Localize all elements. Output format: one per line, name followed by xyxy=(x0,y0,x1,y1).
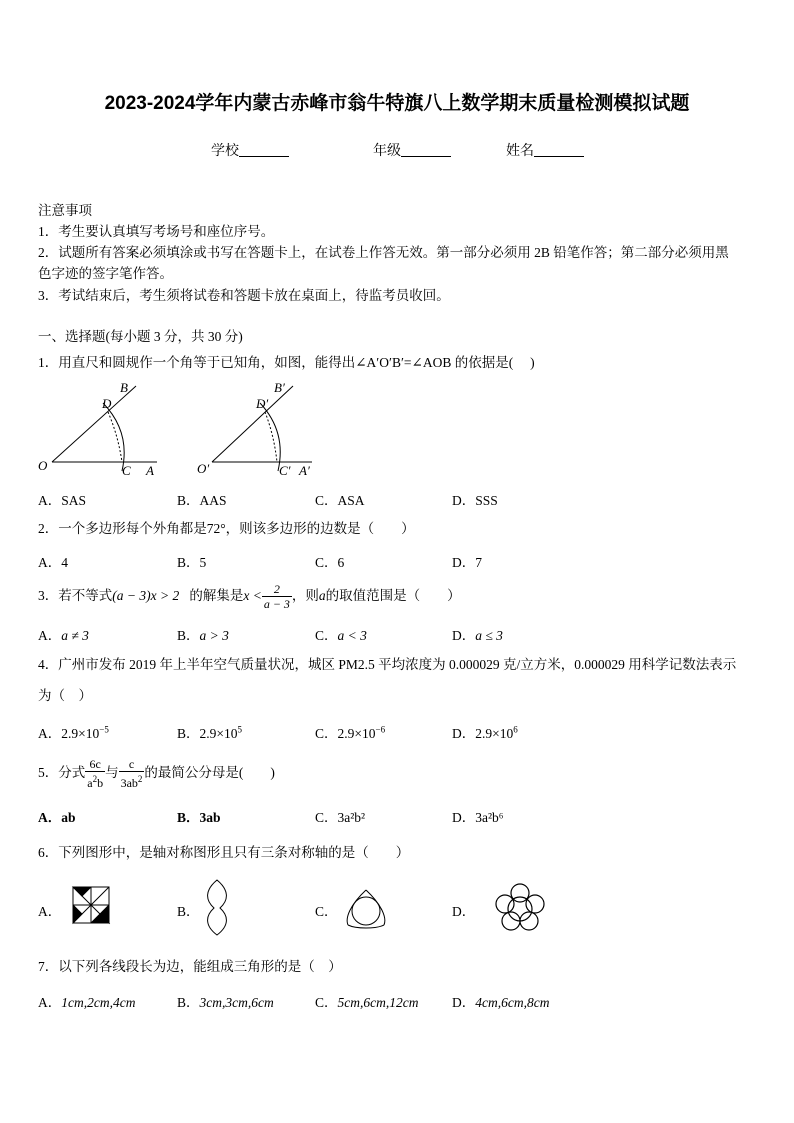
notice-item-3: 3．考试结束后，考生须将试卷和答题卡放在桌面上，待监考员收回。 xyxy=(38,288,450,303)
q1-stem: 1．用直尺和圆规作一个角等于已知角，如图，能得出∠A′O′B′=∠AOB 的依据是( ) xyxy=(38,355,535,370)
ray-ob xyxy=(52,386,136,462)
q5-f2-den xyxy=(119,772,145,790)
q3-stem-a: 3．若不等式 xyxy=(38,588,113,603)
q4-option-d-base: 2.9×10 xyxy=(475,726,514,741)
dashed-dc-prime xyxy=(265,412,277,462)
q4-option-c-label: C． xyxy=(315,726,338,741)
q6-figure-c xyxy=(347,890,385,928)
ray-ob-prime xyxy=(212,386,293,462)
label-o-prime: O′ xyxy=(197,461,210,476)
q2-option-c[interactable]: C．6 xyxy=(315,555,345,570)
notice-item-1: 1．考生要认真填写考场号和座位序号。 xyxy=(38,224,275,239)
q6-stem: 6．下列图形中，是轴对称图形且只有三条对称轴的是（ ） xyxy=(38,845,410,860)
label-b-prime: B′ xyxy=(274,380,285,395)
school-label: 学校 xyxy=(211,144,239,159)
q3-option-b-expr: a > 3 xyxy=(199,628,229,643)
label-d-prime: D′ xyxy=(256,396,269,411)
q5-option-c-text: 3a²b² xyxy=(337,810,366,825)
q2-option-b[interactable]: B．5 xyxy=(177,555,207,570)
q4-option-d-exp: 6 xyxy=(513,724,518,735)
q3-stem-c: ，则 xyxy=(291,588,319,603)
q7-option-a[interactable] xyxy=(38,991,135,1011)
q6-option-c[interactable]: C． xyxy=(315,904,338,919)
q2-stem: 2．一个多边形每个外角都是72°，则该多边形的边数是（ ） xyxy=(38,521,415,536)
q5-f2-den-a: 3ab xyxy=(120,776,138,791)
q3-option-d[interactable] xyxy=(452,624,503,644)
arc-cd-prime xyxy=(260,403,280,471)
q5-option-a-label: A． xyxy=(38,810,62,825)
label-c-prime: C′ xyxy=(279,463,291,478)
q5-option-b[interactable] xyxy=(177,806,221,826)
label-a: A xyxy=(146,463,154,478)
q4-option-d[interactable] xyxy=(452,722,518,742)
q3-inequality: (a − 3)x > 2 xyxy=(112,588,180,603)
q4-stem-line1: 4．广州市发布 2019 年上半年空气质量状况，城区 PM2.5 平均浓度为 0.000029 克/立方米，0.000029 用科学记数法表示 xyxy=(38,657,737,672)
q3-option-a-expr: a ≠ 3 xyxy=(61,628,89,643)
q3-frac-num: 2 xyxy=(262,582,292,597)
q7-option-a-label: A． xyxy=(38,995,62,1010)
q7-option-c[interactable] xyxy=(315,991,419,1011)
notice-item-2-cont: 色字迹的签字笔作答。 xyxy=(38,266,173,281)
label-b: B xyxy=(120,380,128,395)
q3-option-c[interactable] xyxy=(315,624,367,644)
q4-option-a-base: 2.9×10 xyxy=(61,726,100,741)
q3-option-d-expr: a ≤ 3 xyxy=(475,628,503,643)
section-heading: 一、选择题(每小题 3 分，共 30 分) xyxy=(38,329,243,344)
q7-option-d-text: 4cm,6cm,8cm xyxy=(475,995,550,1010)
q3-var: a xyxy=(318,588,326,603)
q3-option-a[interactable] xyxy=(38,624,89,644)
q7-stem: 7．以下列各线段长为边，能组成三角形的是（ ） xyxy=(38,959,342,974)
q4-stem-line2: 为（ ） xyxy=(38,688,92,703)
label-o: O xyxy=(38,458,48,473)
q4-option-c-exp: −6 xyxy=(375,724,386,735)
q5-f1-den-exp: 2 xyxy=(92,774,98,785)
page-title: 2023-2024学年内蒙古赤峰市翁牛特旗八上数学期末质量检测模拟试题 xyxy=(104,93,690,114)
q3-option-c-label: C． xyxy=(315,628,338,643)
q4-option-b-base: 2.9×10 xyxy=(199,726,238,741)
q4-option-b-exp: 5 xyxy=(237,724,243,735)
q4-option-b[interactable] xyxy=(177,722,242,742)
q3-option-d-label: D． xyxy=(452,628,476,643)
name-label: 姓名 xyxy=(506,144,534,159)
q3-option-b-label: B． xyxy=(177,628,200,643)
q4-option-a[interactable] xyxy=(38,722,109,742)
q6-option-a[interactable]: A． xyxy=(38,904,62,919)
label-a-prime: A′ xyxy=(299,463,310,478)
q5-f1-num: 6c xyxy=(85,757,105,772)
q5-mid: 与 xyxy=(105,765,119,780)
q3-option-c-expr: a < 3 xyxy=(337,628,367,643)
q3-stem xyxy=(38,579,461,613)
q7-option-b[interactable] xyxy=(177,991,274,1011)
q1-option-a[interactable]: A．SAS xyxy=(38,493,87,508)
q4-option-c[interactable] xyxy=(315,722,385,742)
notice-item-2: 2．试题所有答案必须填涂或书写在答题卡上，在试卷上作答无效。第一部分必须用 2B 铅笔作答；第二部分必须用黑 xyxy=(38,245,729,260)
q6-option-d[interactable]: D． xyxy=(452,904,476,919)
q3-stem-b: 的解集是 xyxy=(189,588,244,603)
q6-figure-b xyxy=(208,880,227,935)
q3-frac-den: a − 3 xyxy=(263,597,290,612)
q4-option-c-base: 2.9×10 xyxy=(337,726,376,741)
q5-f2-den-exp: 2 xyxy=(137,774,143,785)
q3-stem-d: 的取值范围是（ ） xyxy=(325,588,461,603)
q3-fraction xyxy=(262,582,292,611)
q5-option-c[interactable] xyxy=(315,806,365,826)
q7-option-c-text: 5cm,6cm,12cm xyxy=(337,995,419,1010)
q5-stem xyxy=(38,755,275,791)
notice-heading: 注意事项 xyxy=(38,203,92,218)
q4-option-b-label: B． xyxy=(177,726,200,741)
q5-option-d-label: D． xyxy=(452,810,476,825)
q6-figure-d xyxy=(496,884,544,930)
q1-option-c[interactable]: C．ASA xyxy=(315,493,365,508)
q2-option-a[interactable]: A．4 xyxy=(38,555,68,570)
q3-x-lt: x < xyxy=(243,588,262,603)
q5-option-d[interactable] xyxy=(452,806,504,826)
q5-option-a[interactable] xyxy=(38,806,76,826)
q7-option-b-text: 3cm,3cm,6cm xyxy=(199,995,274,1010)
q5-f1-den xyxy=(85,772,105,790)
q7-option-d[interactable] xyxy=(452,991,549,1011)
q7-option-c-label: C． xyxy=(315,995,338,1010)
q5-option-b-label: B． xyxy=(177,810,200,825)
q2-option-d[interactable]: D．7 xyxy=(452,555,482,570)
label-c: C xyxy=(122,463,131,478)
q4-option-d-label: D． xyxy=(452,726,476,741)
q4-option-a-exp: −5 xyxy=(99,724,109,735)
q5-stem-b: 的最简公分母是( ) xyxy=(144,765,275,780)
q5-option-b-text: 3ab xyxy=(199,810,221,825)
q3-option-a-label: A． xyxy=(38,628,62,643)
q6-figure-a xyxy=(73,887,109,923)
q7-option-a-text: 1cm,2cm,4cm xyxy=(61,995,136,1010)
q7-option-d-label: D． xyxy=(452,995,476,1010)
q5-option-d-text: 3a²b⁶ xyxy=(475,810,504,825)
q5-f2-num: c xyxy=(119,757,145,772)
q5-fraction-2 xyxy=(119,757,145,790)
q5-option-c-label: C． xyxy=(315,810,338,825)
q5-f1-den-b: b xyxy=(97,776,104,791)
q4-option-a-label: A． xyxy=(38,726,62,741)
q5-option-a-text: ab xyxy=(61,810,76,825)
label-d: D xyxy=(102,396,112,411)
q1-option-b[interactable]: B．AAS xyxy=(177,493,227,508)
grade-label: 年级 xyxy=(373,144,401,159)
q5-f1-den-a: a xyxy=(87,776,93,791)
q5-fraction-1 xyxy=(85,757,105,790)
q7-option-b-label: B． xyxy=(177,995,200,1010)
q6-option-b[interactable]: B． xyxy=(177,904,200,919)
q3-option-b[interactable] xyxy=(177,624,229,644)
q5-stem-a: 5．分式 xyxy=(38,765,86,780)
q1-option-d[interactable]: D．SSS xyxy=(452,493,498,508)
